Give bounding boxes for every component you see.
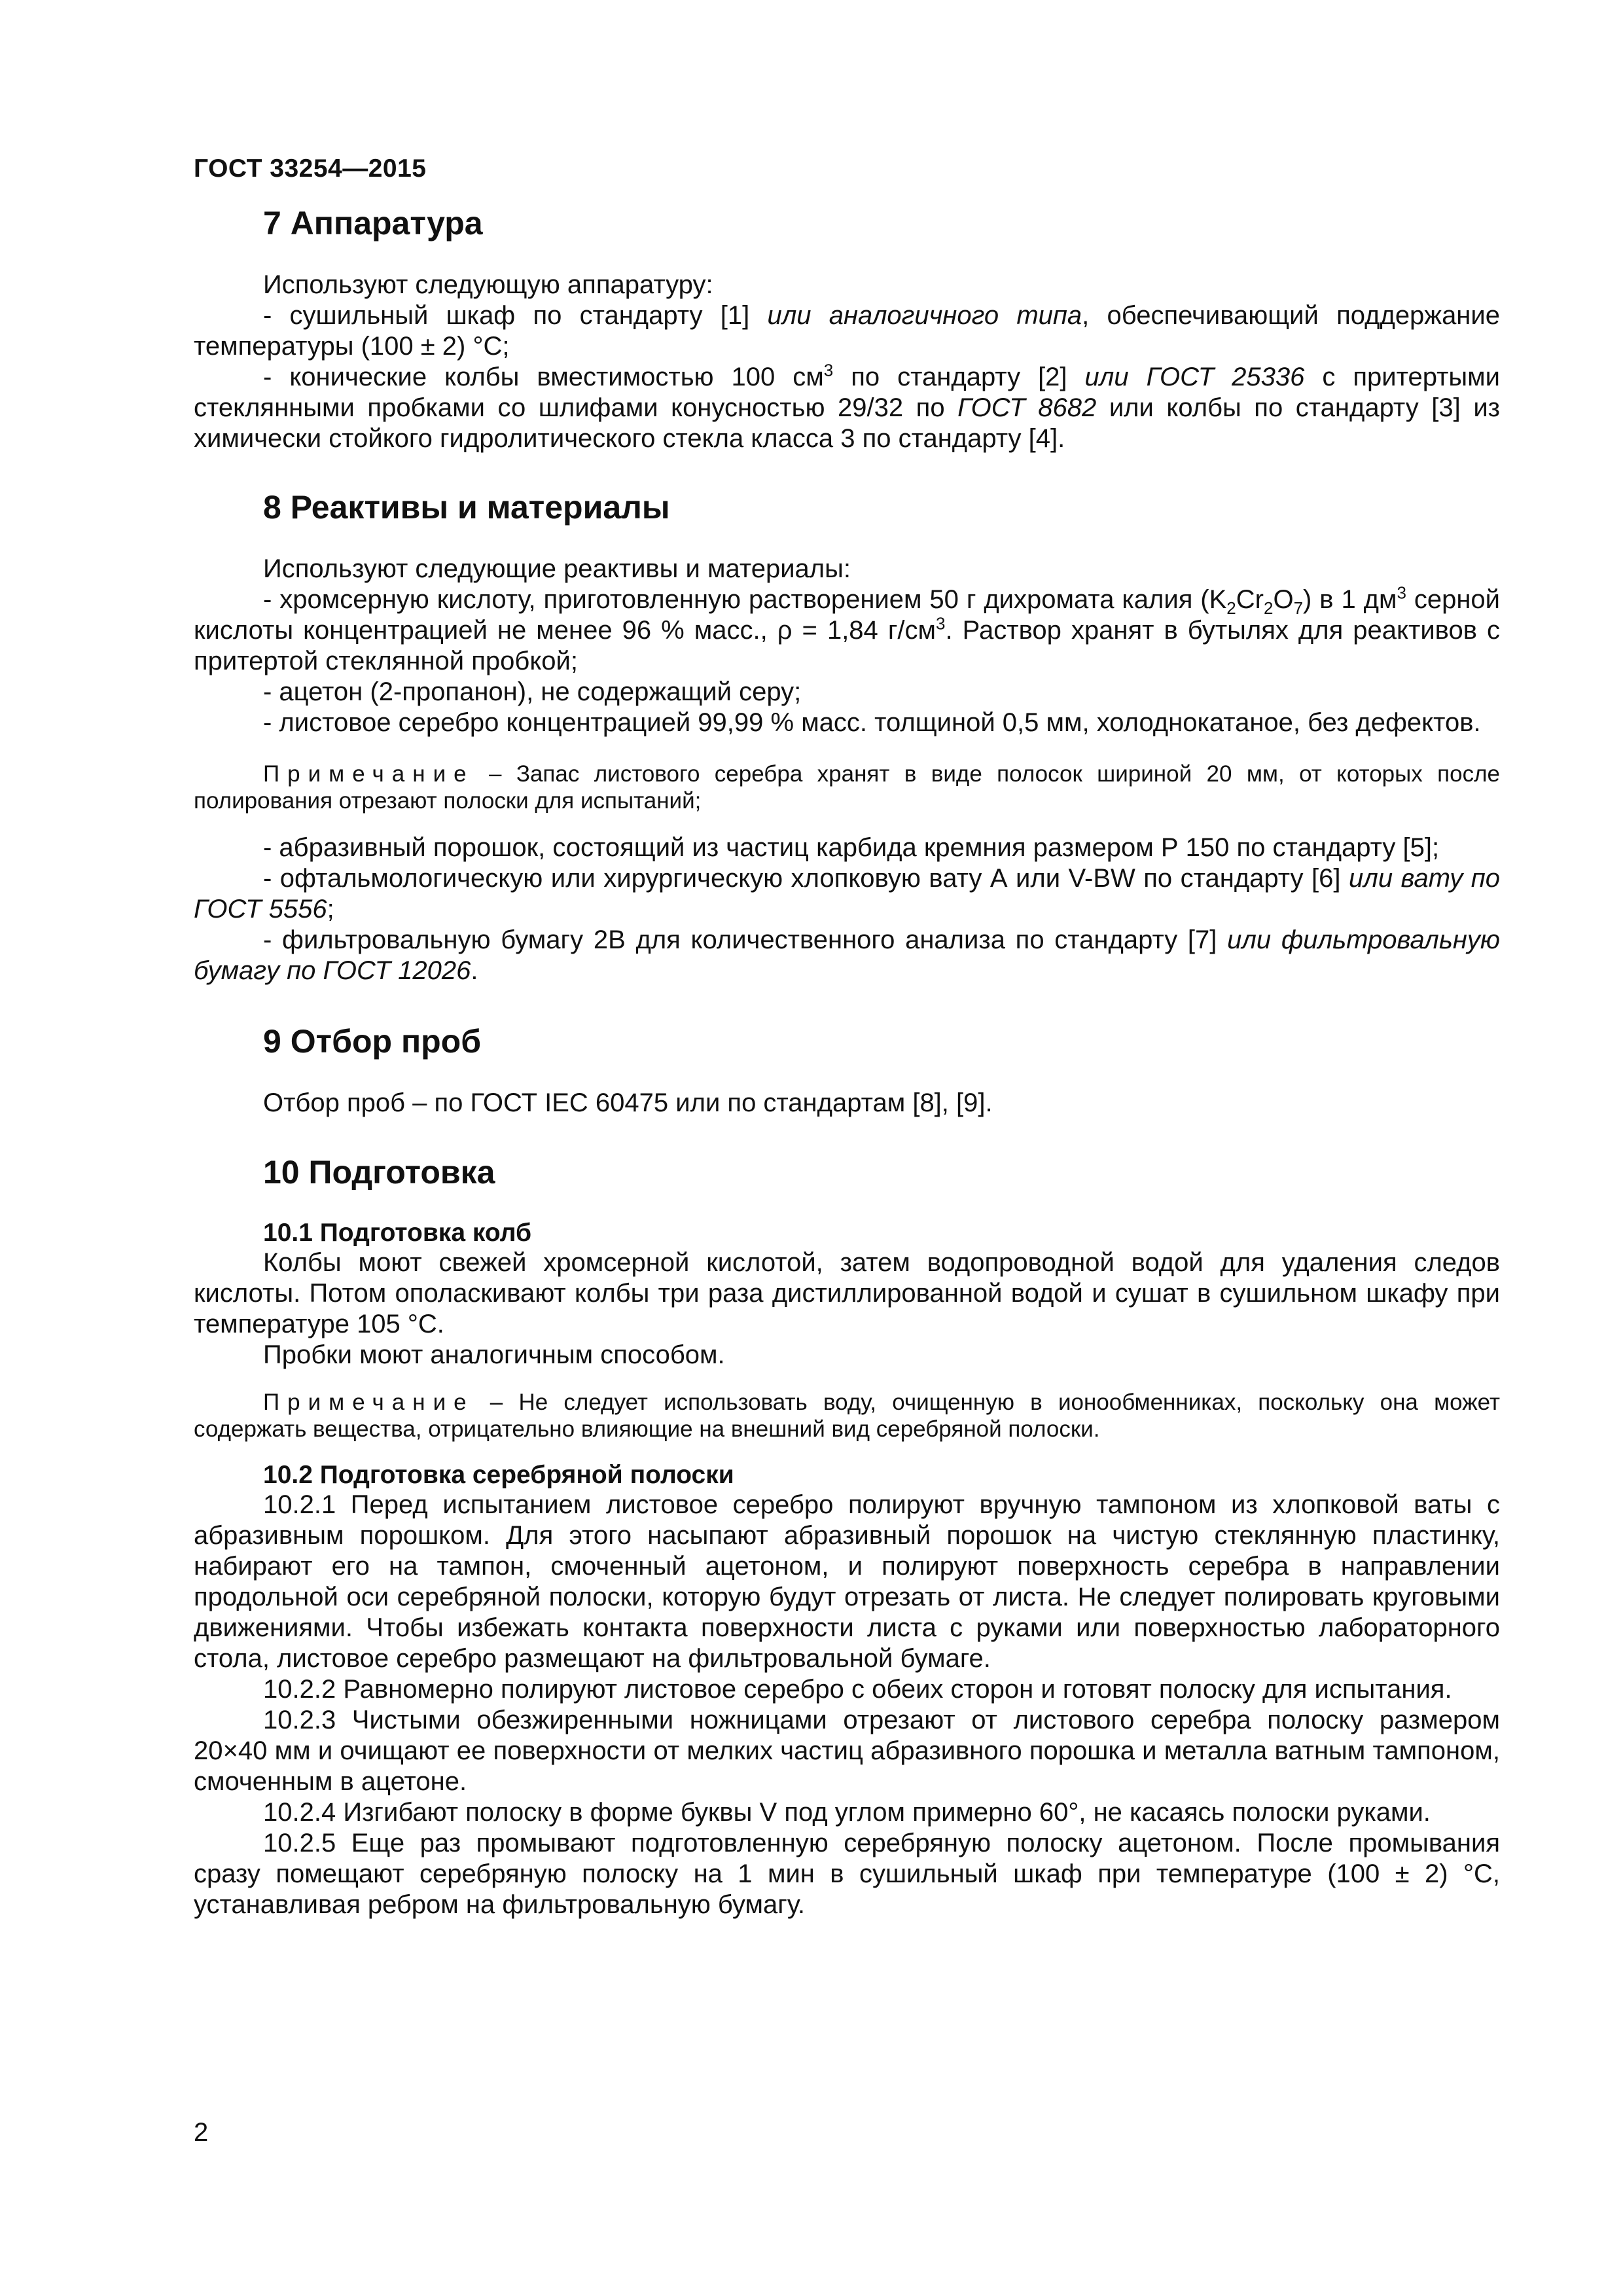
section-8-intro: Используют следующие реактивы и материалы: <box>263 554 851 583</box>
subsection-10-1-body <box>194 1247 1500 1371</box>
sampling-text: Отбор проб – по ГОСТ IEC 60475 или по стандартам [8], [9]. <box>263 1088 993 1117</box>
page-number: 2 <box>194 2118 209 2147</box>
note-label: Примечание <box>263 761 474 787</box>
section-8-note <box>194 761 1500 814</box>
paragraph-10-2-5: 10.2.5 Еще раз промывают подготовленную серебряную полоску ацетоном. После промывания сразу помещают серебряную полоску на 1 мин в сушильный шкаф при температуре (100 ± 2) °С, устанавливая ребром на фильтровальную бумагу. <box>194 1829 1500 1919</box>
paragraph-10-2-2: 10.2.2 Равномерно полируют листовое серебро с обеих сторон и готовят полоску для испытания. <box>263 1675 1452 1704</box>
section-10-note <box>194 1389 1500 1443</box>
paragraph-10-2-1: 10.2.1 Перед испытанием листовое серебро полируют вручную тампоном из хлопковой ваты с абразивным порошком. Для этого насыпают абразивный порошок на чистую стеклянную пластинку, набирают его на тампон, смоченный ацетоном, и полируют поверхность серебра в направлении продольной оси серебряной полоски, которую будут отрезать от листа. Не следует полировать круговыми движениями. Чтобы избежать контакта поверхности листа с руками или поверхностью лабораторного стола, листовое серебро размещают на фильтровальной бумаге. <box>194 1490 1500 1673</box>
reagent-item-3: - листовое серебро концентрацией 99,99 % масс. толщиной 0,5 мм, холоднокатаное, без дефектов. <box>263 708 1481 737</box>
apparatus-item-2: - конические колбы вместимостью 100 $см^3$ по стандарту [2] или ГОСТ 25336 с притертыми стеклянными пробками со шлифами конусностью 29/32 по ГОСТ 8682 или колбы по стандарту [3] из химически стойкого гидролитического стекла класса 3 по стандарту [4]. <box>194 360 1500 453</box>
section-8-title: 8 Реактивы и материалы <box>263 489 670 526</box>
flask-prep-paragraph: Колбы моют свежей хромсерной кислотой, затем водопроводной водой для удаления следов кислоты. Потом ополаскивают колбы три раза дистиллированной водой и сушат в сушильном шкафу при температуре 105 °С. <box>194 1248 1500 1338</box>
reagent-item-2: - ацетон (2-пропанон), не содержащий серу; <box>263 677 802 706</box>
section-7-body <box>194 270 1500 454</box>
section-8-body <box>194 554 1500 738</box>
section-8-body-continued <box>194 833 1500 986</box>
subsection-10-2-body <box>194 1490 1500 1920</box>
stopper-prep-paragraph: Пробки моют аналогичным способом. <box>263 1340 725 1369</box>
section-7-title: 7 Аппаратура <box>263 205 483 242</box>
section-9-body <box>194 1088 1500 1119</box>
reagent-item-5: - офтальмологическую или хирургическую хлопковую вату А или V-BW по стандарту [6] или вату по ГОСТ 5556; <box>194 864 1500 924</box>
reagent-item-6: - фильтровальную бумагу 2В для количественного анализа по стандарту [7] или фильтровальную бумагу по ГОСТ 12026. <box>194 925 1500 985</box>
note-label: Примечание <box>263 1390 474 1415</box>
section-7-intro: Используют следующую аппаратуру: <box>263 270 713 299</box>
subsection-10-1-title: 10.1 Подготовка колб <box>263 1219 532 1247</box>
note-text: – Запас листового серебра хранят в виде полосок шириной 20 мм, от которых после полирования отрезают полоски для испытаний; <box>194 761 1500 814</box>
section-10-title: 10 Подготовка <box>263 1154 495 1191</box>
apparatus-item-1: - сушильный шкаф по стандарту [1] или аналогичного типа, обеспечивающий поддержание температуры (100 ± 2) °С; <box>194 301 1500 361</box>
reagent-item-4: - абразивный порошок, состоящий из частиц карбида кремния размером Р 150 по стандарту [5]; <box>263 833 1440 862</box>
section-9-title: 9 Отбор проб <box>263 1023 482 1060</box>
document-id: ГОСТ 33254—2015 <box>194 154 427 183</box>
note-text: – Не следует использовать воду, очищенную в ионообменниках, поскольку она может содержать вещества, отрицательно влияющие на внешний вид серебряной полоски. <box>194 1390 1500 1442</box>
paragraph-10-2-3: 10.2.3 Чистыми обезжиренными ножницами отрезают от листового серебра полоску размером 20×40 мм и очищают ее поверхности от мелких частиц абразивного порошка и металла ватным тампоном, смоченным в ацетоне. <box>194 1706 1500 1796</box>
reagent-item-1: - хромсерную кислоту, приготовленную растворением 50 г дихромата калия $(K_2Cr_2O_7)$ в 1 $дм^3$ серной кислоты концентрацией не менее 96 % масс., ρ = 1,84 $г/см^3$. Раствор хранят в бутылях для реактивов с притертой стеклянной пробкой; <box>194 583 1501 675</box>
paragraph-10-2-4: 10.2.4 Изгибают полоску в форме буквы V под углом примерно 60°, не касаясь полоски руками. <box>263 1798 1431 1827</box>
subsection-10-2-title: 10.2 Подготовка серебряной полоски <box>263 1461 734 1489</box>
